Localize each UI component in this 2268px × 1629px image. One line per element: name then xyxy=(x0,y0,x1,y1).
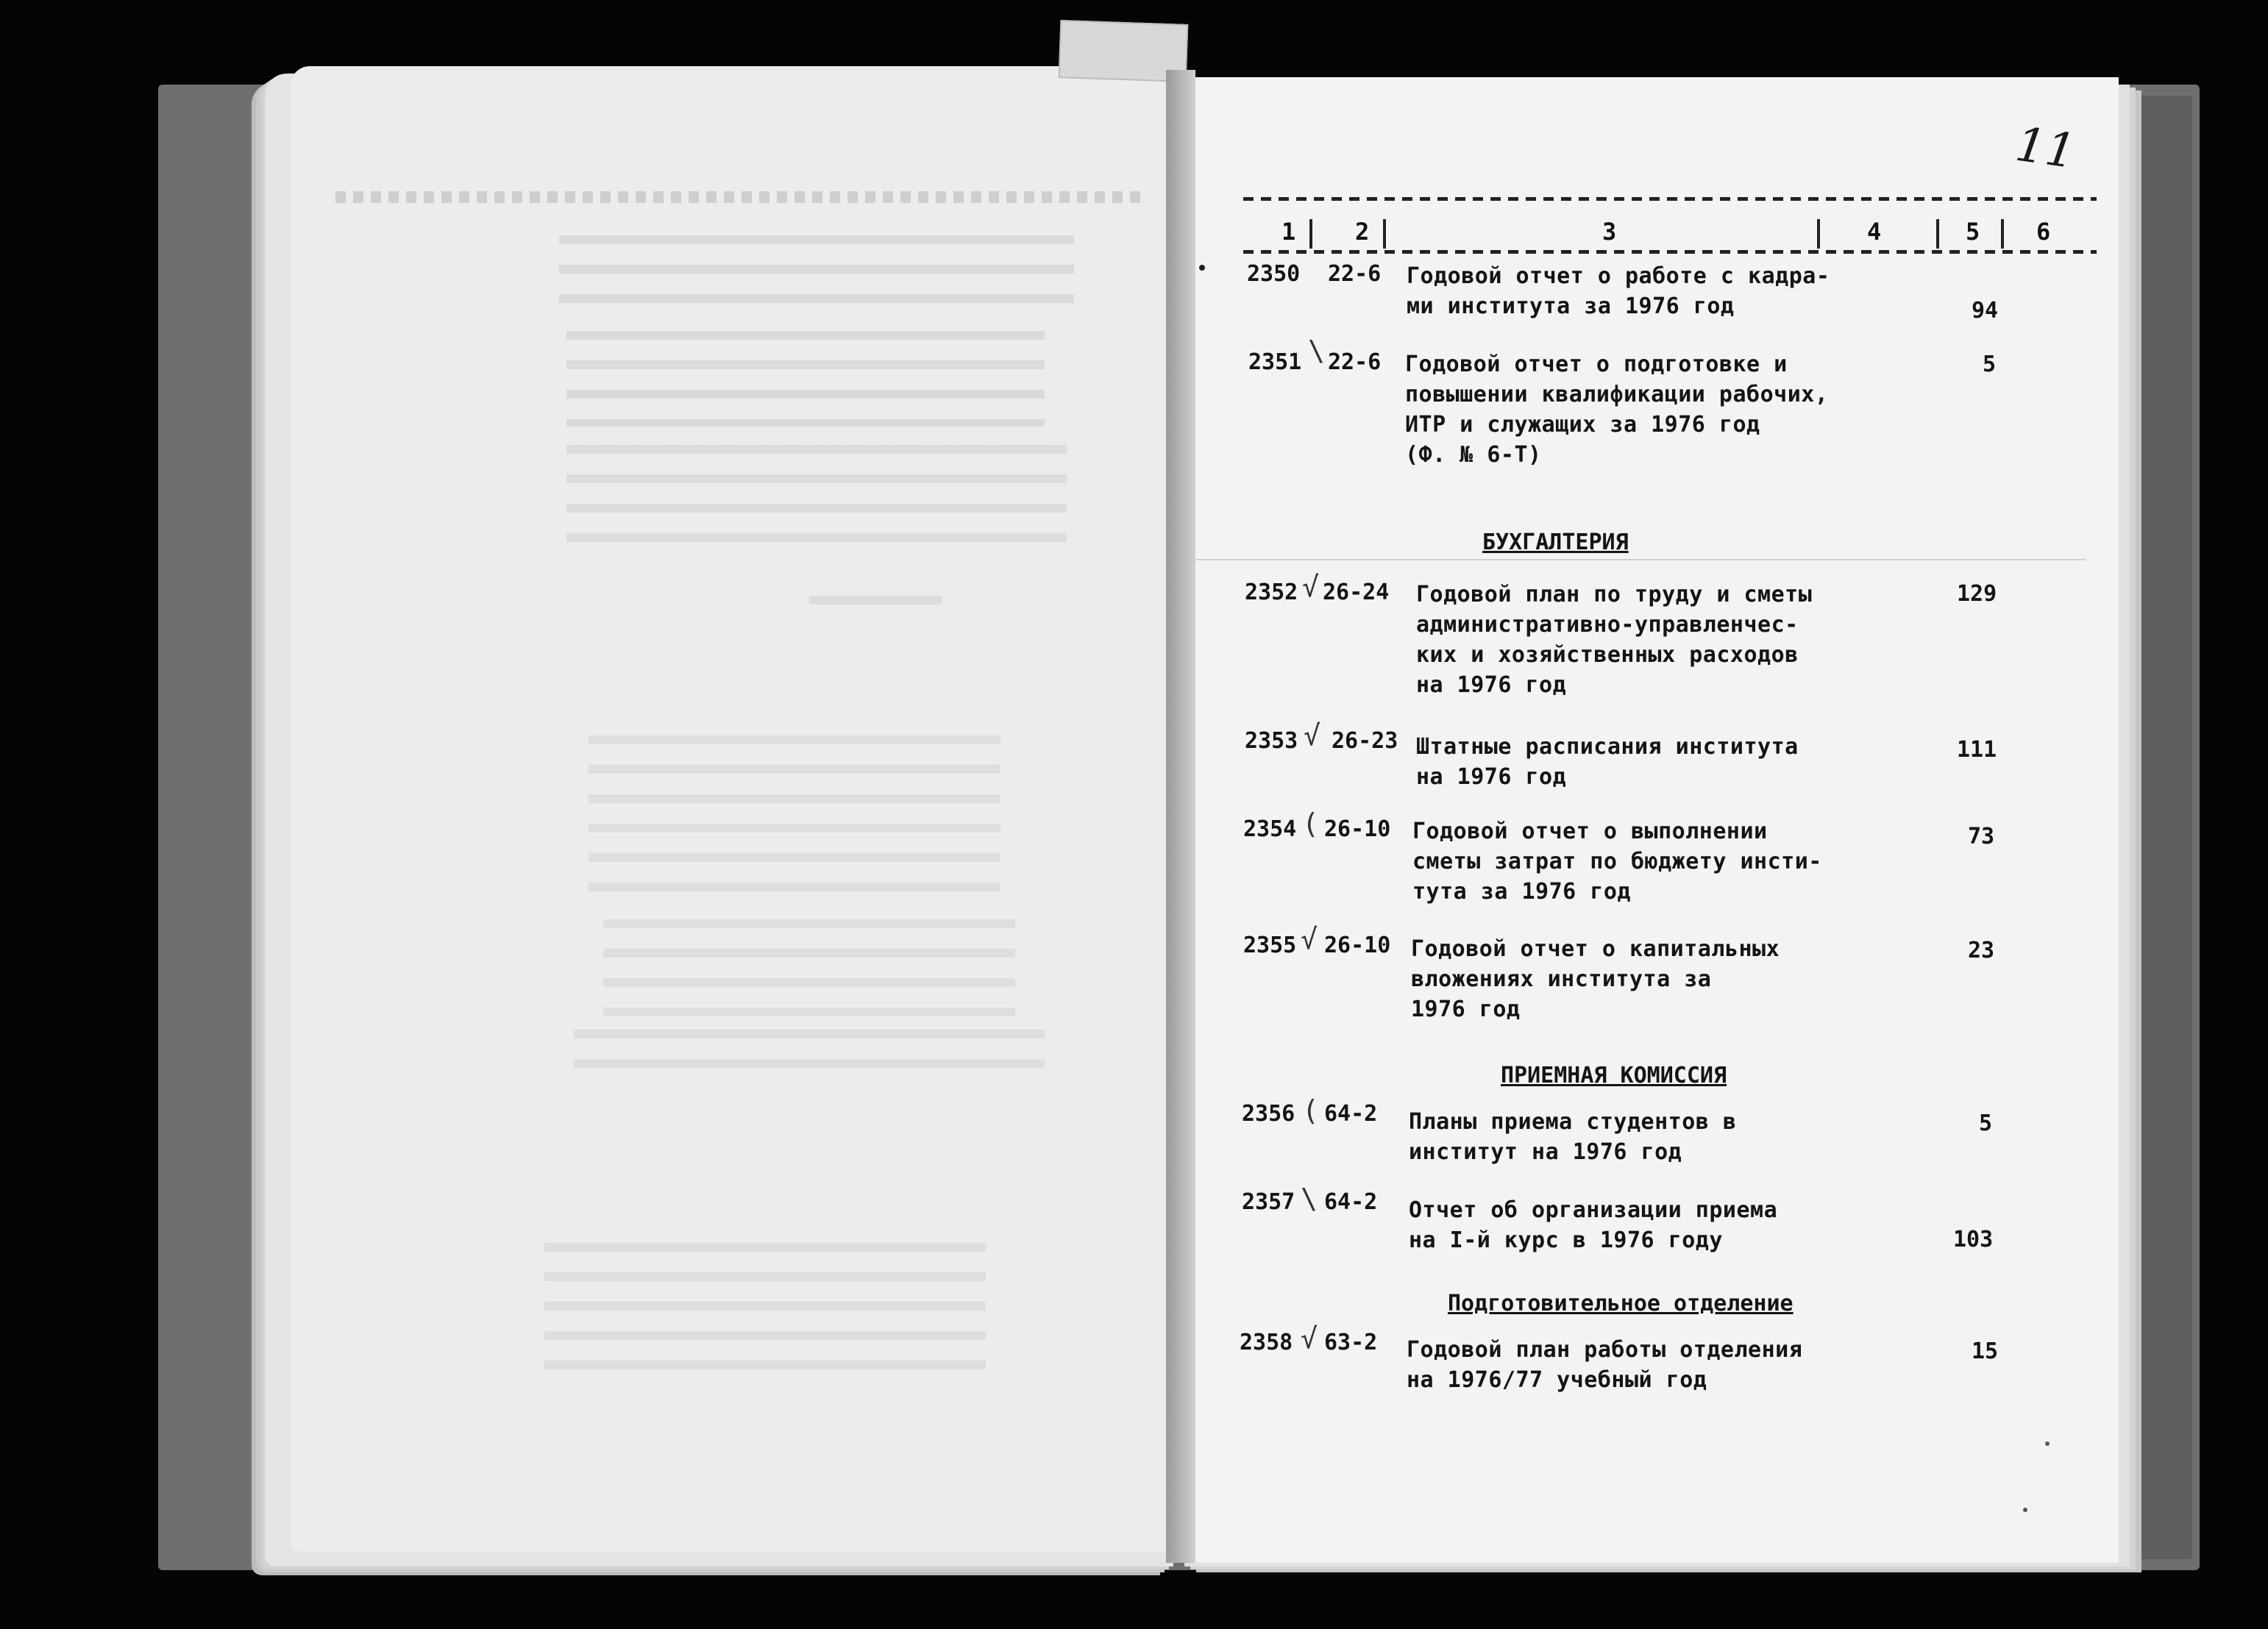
bleed-through-block-1 xyxy=(559,235,1074,309)
col-header-4: 4 xyxy=(1867,218,1882,246)
row-number: 2352 xyxy=(1245,580,1298,605)
punch-mark xyxy=(1199,265,1205,271)
row-code: 26-23 xyxy=(1332,728,1398,754)
row-pages: 129 xyxy=(1957,581,1997,607)
col-divider xyxy=(1936,219,1939,249)
section-heading-accounting: БУХГАЛТЕРИЯ xyxy=(1482,530,1629,555)
col-header-6: 6 xyxy=(2036,218,2051,246)
row-title: Годовой отчет о работе с кадра- ми института за 1976 год xyxy=(1407,263,1830,319)
row-number: 2351 xyxy=(1248,349,1302,375)
row-code: 22-6 xyxy=(1328,349,1382,375)
row-number: 2354 xyxy=(1243,816,1297,842)
row-pages: 23 xyxy=(1968,938,1995,963)
row-code: 63-2 xyxy=(1324,1330,1378,1355)
bleed-through-header xyxy=(331,191,1140,203)
check-mark: √ xyxy=(1302,571,1319,603)
row-title: Отчет об организации приема на I-й курс в 1976 году xyxy=(1409,1197,1778,1253)
check-mark: ( xyxy=(1302,808,1319,840)
row-code: 64-2 xyxy=(1324,1101,1378,1127)
paper-speck xyxy=(2045,1441,2050,1446)
section-heading-admissions: ПРИЕМНАЯ КОМИССИЯ xyxy=(1501,1063,1727,1088)
col-header-3: 3 xyxy=(1602,218,1617,246)
check-mark: √ xyxy=(1304,719,1320,752)
row-pages: 103 xyxy=(1953,1227,1994,1252)
bleed-through-block-2 xyxy=(566,331,1045,427)
bleed-through-block-8 xyxy=(544,1243,986,1390)
bleed-through-block-6 xyxy=(603,919,1015,1030)
col-divider xyxy=(2001,219,2004,249)
col-divider xyxy=(1817,219,1820,249)
row-code: 26-10 xyxy=(1324,933,1391,958)
row-code: 22-6 xyxy=(1328,261,1382,287)
row-title: Планы приема студентов в институт на 1976 год xyxy=(1409,1109,1737,1165)
row-code: 26-24 xyxy=(1323,580,1390,605)
row-pages: 111 xyxy=(1957,737,1997,763)
bleed-through-block-4 xyxy=(809,596,942,625)
check-mark: √ xyxy=(1301,923,1318,955)
folio-number: 11 xyxy=(2012,117,2080,180)
col-header-1: 1 xyxy=(1281,218,1296,246)
row-title: Годовой отчет о капитальных вложениях института за 1976 год xyxy=(1411,936,1780,1022)
check-mark: \ xyxy=(1308,335,1325,367)
section-heading-prep-department: Подготовительное отделение xyxy=(1448,1291,1794,1316)
bleed-through-block-7 xyxy=(574,1030,1045,1088)
row-number: 2353 xyxy=(1245,728,1298,754)
row-number: 2355 xyxy=(1243,933,1297,958)
bleed-through-block-5 xyxy=(589,735,1000,905)
row-pages: 94 xyxy=(1972,298,1999,324)
row-pages: 73 xyxy=(1968,824,1995,849)
row-code: 26-10 xyxy=(1324,816,1391,842)
check-mark: \ xyxy=(1301,1183,1318,1215)
row-number: 2356 xyxy=(1242,1101,1295,1127)
row-title: Годовой отчет о подготовке и повышении квалификации рабочих, ИТР и служащих за 1976 год (Ф. № 6-Т) xyxy=(1405,352,1829,468)
row-number: 2358 xyxy=(1240,1330,1293,1355)
row-number: 2357 xyxy=(1242,1189,1295,1215)
row-title: Годовой план по труду и сметы административно-управленчес- ких и хозяйственных расходов на 1976 год xyxy=(1416,582,1813,698)
row-title: Годовой отчет о выполнении сметы затрат по бюджету инсти- тута за 1976 год xyxy=(1412,819,1822,905)
bleed-through-block-3 xyxy=(566,445,1067,555)
header-top-rule xyxy=(1243,197,2097,201)
page-fold-line xyxy=(1192,559,2086,560)
row-pages: 5 xyxy=(1983,352,1997,377)
header-bottom-rule xyxy=(1243,250,2097,254)
check-mark: ( xyxy=(1302,1094,1319,1127)
row-pages: 15 xyxy=(1972,1339,1999,1364)
check-mark: √ xyxy=(1301,1322,1318,1355)
row-number: 2350 xyxy=(1247,261,1301,287)
row-title: Штатные расписания института на 1976 год xyxy=(1416,734,1799,790)
col-header-5: 5 xyxy=(1966,218,1980,246)
book-gutter xyxy=(1166,70,1195,1563)
row-code: 64-2 xyxy=(1324,1189,1378,1215)
row-title: Годовой план работы отделения на 1976/77 учебный год xyxy=(1407,1337,1803,1393)
col-divider xyxy=(1383,219,1386,249)
col-divider xyxy=(1309,219,1312,249)
col-header-2: 2 xyxy=(1355,218,1370,246)
paper-speck xyxy=(2023,1508,2027,1512)
row-pages: 5 xyxy=(1979,1111,1993,1136)
